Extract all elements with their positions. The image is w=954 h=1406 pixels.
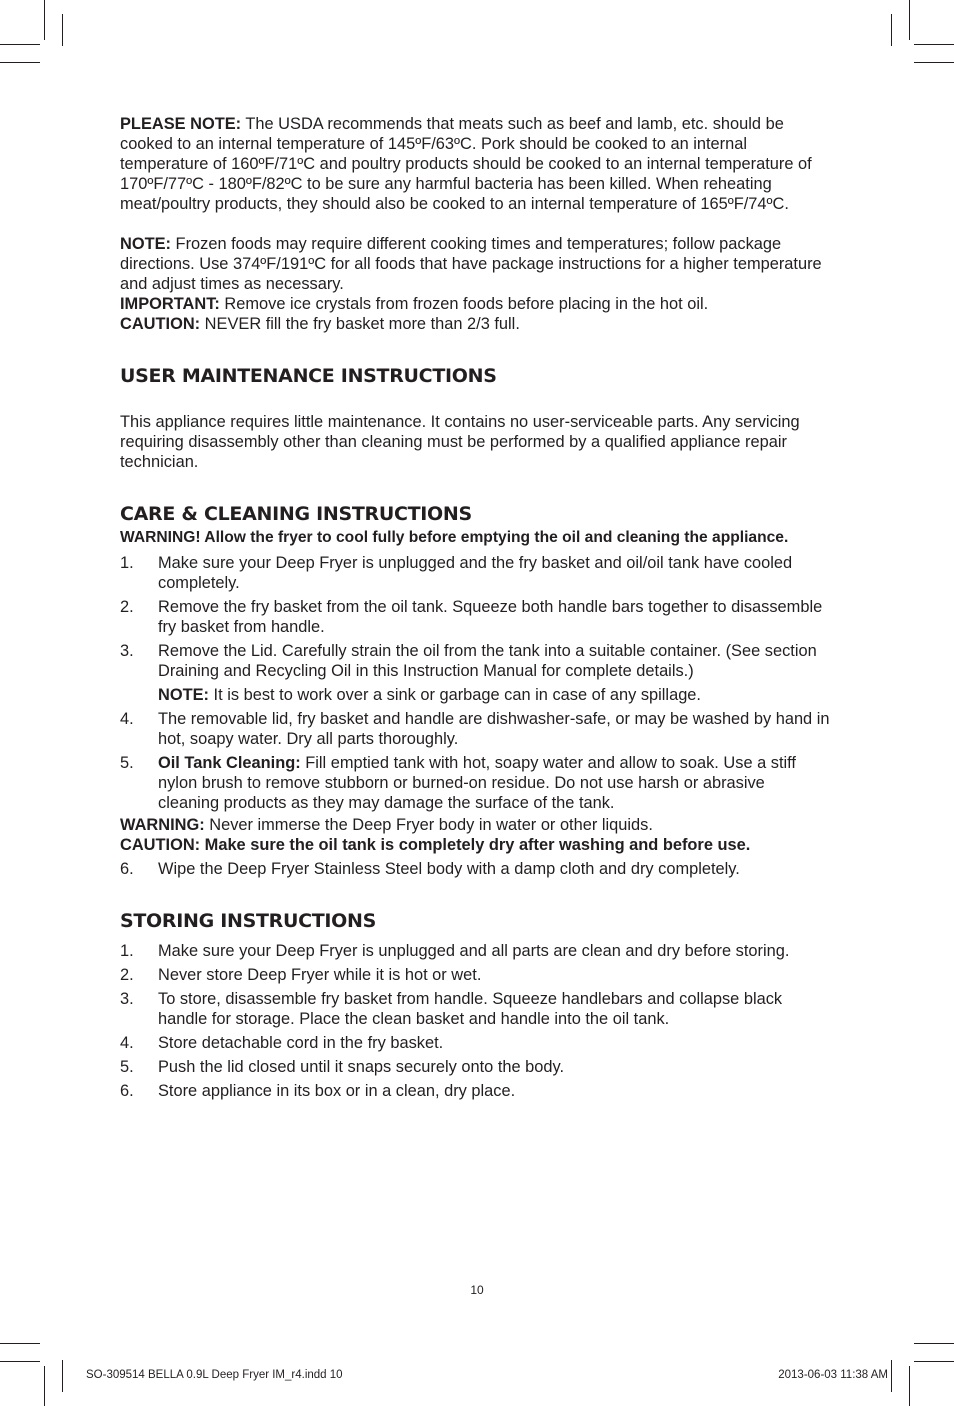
- please-note-label: PLEASE NOTE:: [120, 115, 242, 133]
- please-note-text: The USDA recommends that meats such as beef and lamb, etc. should be cooked to an internal temperature of 145ºF/63ºC. Pork should be cooked to an internal temperature of 160ºF/71ºC and poultry products should be cooked to an internal temperature of 170ºF/77ºC - 180ºF/82ºC to be sure any harmful bacteria has been killed. When reheating meat/poultry products, they should also be cooked to an internal temperature of 165ºF/74ºC.: [120, 115, 812, 213]
- list-item: 3. Remove the Lid. Carefully strain the oil from the tank into a suitable container. (See section Draining and Recycling Oil in this Instruction Manual for complete details.): [120, 642, 817, 680]
- list-item: 1. Make sure your Deep Fryer is unplugged and all parts are clean and dry before storing.: [120, 942, 790, 960]
- item3-note: NOTE: It is best to work over a sink or garbage can in case of any spillage.: [158, 686, 701, 704]
- note-label: NOTE:: [120, 235, 171, 253]
- care-list: [120, 553, 830, 813]
- list-item: 5. Push the lid closed until it snaps securely onto the body.: [120, 1058, 565, 1076]
- please-note-paragraph: [120, 114, 830, 214]
- caution-paragraph: [120, 314, 830, 334]
- caution-label: CAUTION:: [120, 315, 201, 333]
- important-text: Remove ice crystals from frozen foods before placing in the hot oil.: [219, 295, 709, 313]
- caution-dry: CAUTION: Make sure the oil tank is completely dry after washing and before use.: [120, 836, 751, 854]
- slug-timestamp: 2013-06-03 11:38 AM: [778, 1369, 888, 1381]
- list-item: 5. Oil Tank Cleaning: Fill emptied tank with hot, soapy water and allow to soak. Use a stiff nylon brush to remove stubborn or burned-on residue. Do not use harsh or abrasive cleaning products as they may damage the surface of the tank.: [120, 754, 796, 812]
- list-item: 2. Remove the fry basket from the oil tank. Squeeze both handle bars together to disassemble fry basket from handle.: [120, 598, 823, 636]
- caution-text: NEVER fill the fry basket more than 2/3 full.: [200, 315, 520, 333]
- storing-list: [120, 941, 830, 1101]
- list-item: 4. The removable lid, fry basket and handle are dishwasher-safe, or may be washed by hand in hot, soapy water. Dry all parts thoroughly.: [120, 710, 830, 748]
- maintenance-text: This appliance requires little maintenance. It contains no user-serviceable parts. Any servicing requiring disassembly other than cleaning must be performed by a qualified appliance repair technician.: [120, 413, 800, 471]
- care-warning: WARNING! Allow the fryer to cool fully before emptying the oil and cleaning the appliance.: [120, 529, 789, 546]
- list-item: 6. Wipe the Deep Fryer Stainless Steel body with a damp cloth and dry completely.: [120, 860, 740, 878]
- page-number: 10: [470, 1283, 484, 1297]
- note-text: Frozen foods may require different cooking times and temperatures; follow package directions. Use 374ºF/191ºC for all foods that have package instructions for a higher temperature and adjust times as necessary.: [120, 235, 822, 293]
- list-item: 4. Store detachable cord in the fry basket.: [120, 1034, 444, 1052]
- list-item: 6. Store appliance in its box or in a clean, dry place.: [120, 1082, 516, 1100]
- care-list-cont: [120, 859, 830, 879]
- warning-immerse: WARNING: Never immerse the Deep Fryer body in water or other liquids.: [120, 816, 653, 834]
- list-item: 2. Never store Deep Fryer while it is hot or wet.: [120, 966, 482, 984]
- list-item: 1. Make sure your Deep Fryer is unplugged and the fry basket and oil/oil tank have cooled completely.: [120, 554, 793, 592]
- maintenance-title: USER MAINTENANCE INSTRUCTIONS: [120, 365, 497, 387]
- important-paragraph: [120, 294, 830, 314]
- frozen-note-paragraph: [120, 234, 830, 294]
- list-item: 3. To store, disassemble fry basket from handle. Squeeze handlebars and collapse black handle for storage. Place the clean basket and handle into the oil tank.: [120, 990, 783, 1028]
- care-title: CARE & CLEANING INSTRUCTIONS: [120, 503, 472, 525]
- important-label: IMPORTANT:: [120, 295, 220, 313]
- slug-filename: SO-309514 BELLA 0.9L Deep Fryer IM_r4.indd 10: [86, 1369, 343, 1381]
- page-content: [120, 114, 830, 1105]
- storing-title: STORING INSTRUCTIONS: [120, 910, 376, 932]
